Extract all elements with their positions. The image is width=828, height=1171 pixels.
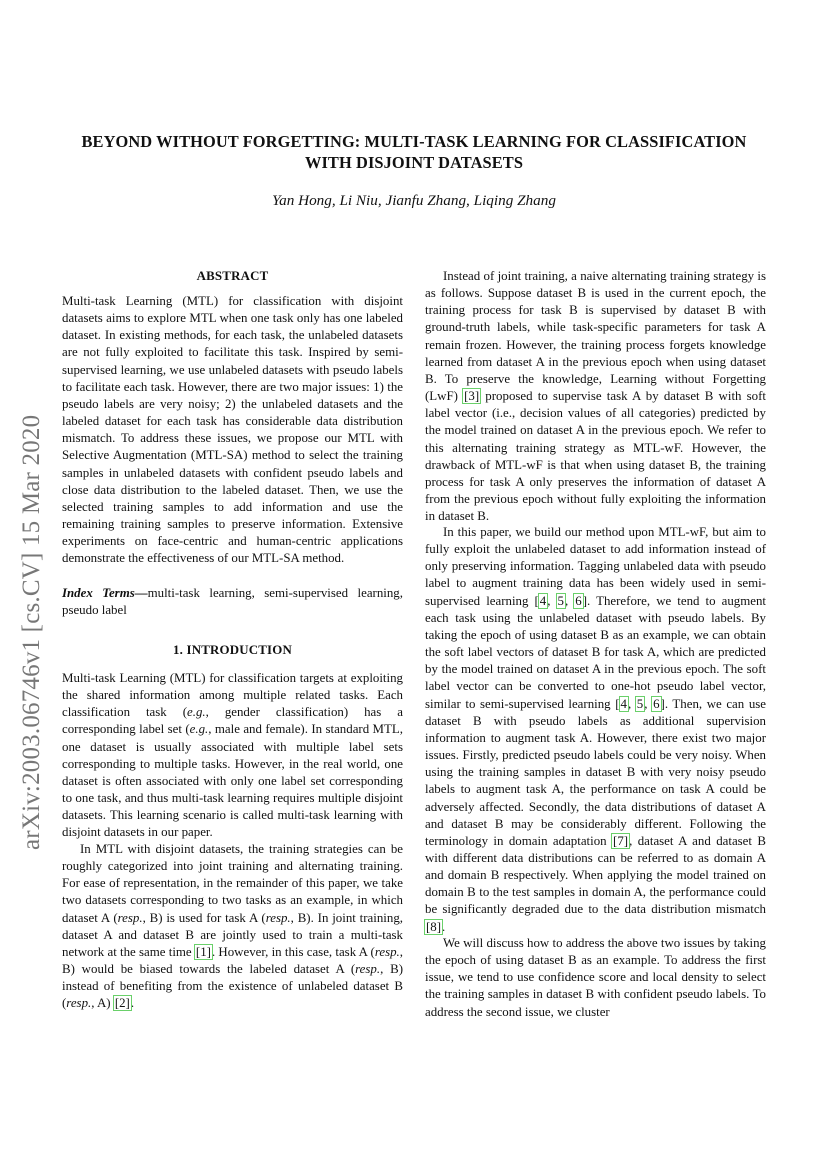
section-heading-introduction: 1. INTRODUCTION: [172, 643, 293, 657]
intro-paragraph-1: Multi-task Learning (MTL) for classification targets at exploiting the shared information among multiple related tasks. Each classification task (e.g., gender classification) has a corresponding label set (e.g., male and female). In standard MTL, one dataset is usually associated with multiple label sets corresponding to multiple tasks. However, in the real world, one dataset is often associated with only one label set corresponding to one task, and thus multi-task learning requires multiple disjoint datasets. This learning scenario is called multi-task learning with disjoint datasets in our paper.: [62, 671, 403, 840]
abstract-text: Multi-task Learning (MTL) for classification with disjoint datasets aims to explore MTL when one task only has one labeled dataset. In existing methods, for each task, the unlabeled datasets are not fully exploited to facilitate this task. Inspired by semi-supervised learning, we use unlabeled datasets with pseudo labels to facilitate each task. However, there are two major issues: 1) the pseudo labels are very noisy; 2) the unlabeled datasets and the labeled dataset for each task has considerable data distribution mismatch. To address these issues, we propose our MTL with Selective Augmentation (MTL-SA) method to select the training samples in unlabeled datasets with confident pseudo labels and close data distribution to the labeled dataset. Then, we use the selected training samples to add information and use the remaining training samples to preserve information. Extensive experiments on face-centric and human-centric applications demonstrate the effectiveness of our MTL-SA method.: [62, 294, 403, 566]
intro-paragraph-2: In MTL with disjoint datasets, the training strategies can be roughly categorized into joint training and alternating training. For ease of representation, in the remainder of this paper, we take two datasets corresponding to two tasks as an example, in which dataset A (resp., B) is used for task A (resp., B). In joint training, dataset A and dataset B are jointly used to train a multi-task network at the same time [1]. However, in this case, task A (resp., B) would be biased towards the labeled dataset A (resp., B) instead of benefiting from the existence of unlabeled dataset B (resp., A) [2].: [62, 842, 404, 1011]
citation-link-2[interactable]: [2]: [114, 996, 130, 1011]
citation-link-6[interactable]: 6: [575, 593, 582, 608]
index-terms-label: Index Terms—: [62, 586, 148, 600]
intro-paragraph-3: Instead of joint training, a naive alternating training strategy is as follows. Suppose dataset B is used in the current epoch, the training process for task B is supervised by dataset B with ground-truth labels, while task-specific parameters for task A remain frozen. However, the training process forgets knowledge learned from dataset A in the previous epoch when using dataset B. To preserve the knowledge, Learning without Forgetting (LwF) [3] proposed to supervise task A by dataset B with soft label vector (i.e., decision values of all categories) predicted by the model trained on dataset A in the previous epoch. We refer to this alternating training strategy as MTL-wF. However, the drawback of MTL-wF is that when using dataset B, the training process for task A only preserves the information of dataset A from the previous epoch without fully exploiting the information in dataset B.: [425, 269, 766, 524]
title-line-1: BEYOND WITHOUT FORGETTING: MULTI-TASK LEARNING FOR CLASSIFICATION: [81, 132, 747, 151]
citation-link-4[interactable]: 4: [539, 593, 547, 608]
paper-title: [60, 131, 768, 173]
intro-paragraph-5: We will discuss how to address the above two issues by taking the epoch of using dataset B as an example. To address the first issue, we tend to use confidence score and local density to select the training samples in dataset B with confident pseudo labels. To address the second issue, we cluster: [425, 936, 766, 1019]
citation-link-6b[interactable]: 6: [653, 696, 660, 711]
arxiv-identifier: arXiv:2003.06746v1 [cs.CV] 15 Mar 2020: [18, 414, 45, 850]
citation-link-1[interactable]: [1]: [195, 944, 211, 959]
index-terms: [62, 585, 403, 619]
index-terms-text: multi-task learning, semi-supervised learning, pseudo label: [62, 586, 403, 618]
author-list: Yan Hong, Li Niu, Jianfu Zhang, Liqing Zhang: [272, 192, 556, 209]
citation-link-7[interactable]: [7]: [613, 833, 629, 848]
citation-link-8[interactable]: [8]: [426, 919, 442, 934]
title-line-2: WITH DISJOINT DATASETS: [304, 153, 524, 172]
citation-link-5[interactable]: 5: [557, 593, 564, 608]
abstract-heading: ABSTRACT: [196, 269, 269, 283]
citation-link-3[interactable]: [3]: [464, 389, 480, 404]
citation-link-4b[interactable]: 4: [620, 696, 627, 711]
intro-paragraph-4: In this paper, we build our method upon MTL-wF, but aim to fully exploit the unlabeled dataset to add information instead of only preserving information. Tagging unlabeled data with pseudo label to augment training data has been widely used in semi-supervised learning [4, 5, 6]. Therefore, we tend to augment each task using the unlabeled dataset with pseudo labels. By taking the epoch of using dataset B as an example, we can obtain the soft label vectors of dataset B for task A, which are predicted by the model trained on dataset A in the previous epoch. The soft label vector can be converted to one-hot pseudo label vector, similar to semi-supervised learning [4, 5, 6]. Then, we can use dataset B with pseudo labels as additional supervision information to augment task A. However, there exist two major issues. Firstly, predicted pseudo labels could be very noisy. When using the training samples in dataset B with very noisy pseudo labels to augment task A, the performance on task A could be adversely affected. Secondly, the data distributions of dataset A and dataset B may be considerably different. Following the terminology in domain adaptation [7], dataset A and dataset B with different data distributions can be referred to as domain A and domain B respectively. When applying the model trained on domain B to the test samples in domain A, the performance could be significantly degraded due to the data distribution mismatch [8].: [425, 525, 767, 934]
citation-link-5b[interactable]: 5: [636, 696, 644, 711]
